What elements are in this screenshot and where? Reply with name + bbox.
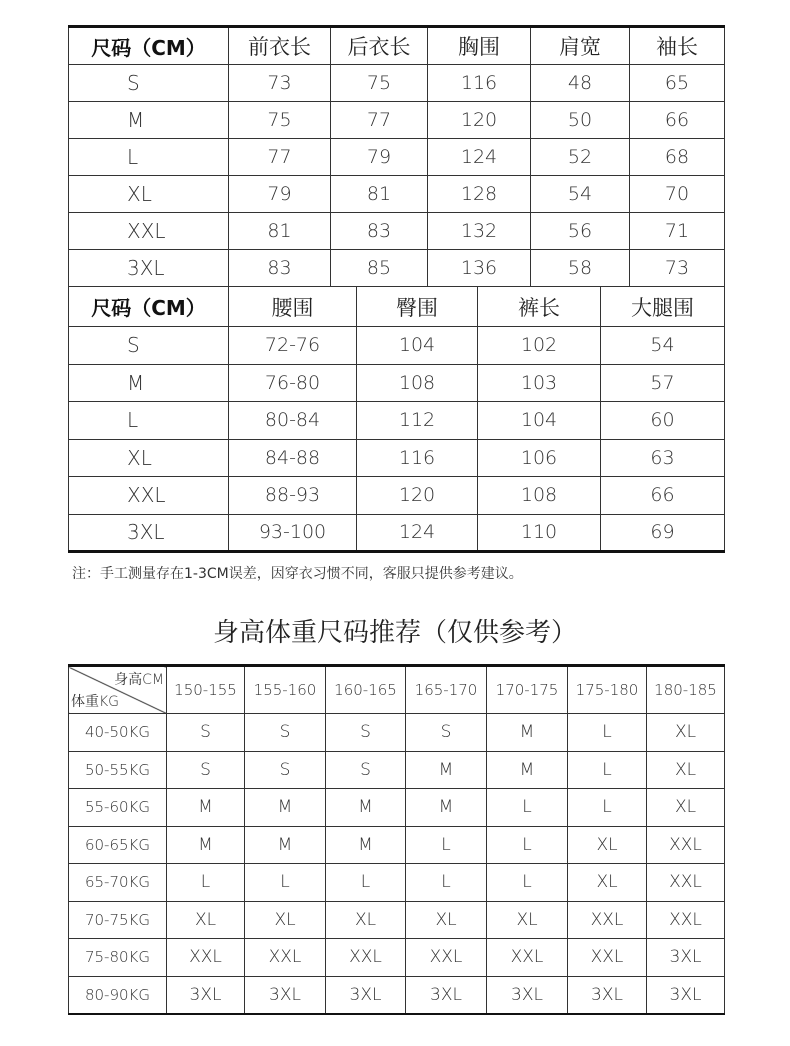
size-cell: M: [487, 751, 568, 789]
pants-size-table: [68, 286, 725, 553]
height-header: 175-180: [568, 666, 647, 714]
size-cell: L: [568, 789, 647, 827]
corner-header: [69, 666, 167, 714]
size-label: M: [69, 364, 229, 402]
table-cell: 73: [229, 65, 331, 102]
size-cell: S: [326, 751, 406, 789]
column-header: 大腿围: [601, 287, 725, 327]
column-header: 臀围: [357, 287, 478, 327]
height-header: 170-175: [487, 666, 568, 714]
table-row: [69, 976, 725, 1014]
size-cell: XL: [647, 751, 725, 789]
table-row: [69, 514, 725, 552]
size-cell: XXL: [487, 939, 568, 977]
table-row: [69, 139, 725, 176]
column-header: 后衣长: [331, 27, 428, 65]
size-cell: XL: [647, 714, 725, 752]
column-header: 尺码（CM）: [69, 27, 229, 65]
size-cell: M: [167, 826, 245, 864]
table-cell: 56: [531, 213, 630, 250]
size-label: M: [69, 102, 229, 139]
table-cell: 54: [601, 327, 725, 365]
table-cell: 57: [601, 364, 725, 402]
size-cell: XXL: [568, 939, 647, 977]
table-cell: 83: [331, 213, 428, 250]
table-cell: 81: [229, 213, 331, 250]
size-cell: L: [487, 864, 568, 902]
size-cell: 3XL: [568, 976, 647, 1014]
table-cell: 50: [531, 102, 630, 139]
weight-label: 60-65KG: [69, 826, 167, 864]
table-cell: 54: [531, 176, 630, 213]
table-cell: 124: [357, 514, 478, 552]
size-cell: L: [487, 789, 568, 827]
table-row: [69, 102, 725, 139]
size-cell: XL: [167, 901, 245, 939]
height-label: 身高CM: [114, 672, 164, 688]
size-label: L: [69, 402, 229, 440]
height-header: 180-185: [647, 666, 725, 714]
size-cell: XXL: [167, 939, 245, 977]
table-cell: 77: [331, 102, 428, 139]
height-header: 160-165: [326, 666, 406, 714]
table-cell: 104: [357, 327, 478, 365]
weight-label: 体重KG: [71, 694, 120, 710]
table-cell: 58: [531, 250, 630, 287]
size-cell: M: [326, 789, 406, 827]
height-header: 165-170: [406, 666, 487, 714]
size-cell: 3XL: [406, 976, 487, 1014]
measurement-note: 注：手工测量存在1-3CM误差，因穿衣习惯不同，客服只提供参考建议。: [72, 566, 523, 582]
table-row: [69, 477, 725, 515]
table-cell: 102: [478, 327, 601, 365]
size-cell: 3XL: [167, 976, 245, 1014]
size-label: S: [69, 327, 229, 365]
table-cell: 66: [630, 102, 725, 139]
size-cell: M: [245, 789, 326, 827]
table-row: [69, 714, 725, 752]
table-cell: 75: [331, 65, 428, 102]
table-cell: 81: [331, 176, 428, 213]
size-label: 3XL: [69, 250, 229, 287]
column-header: 裤长: [478, 287, 601, 327]
size-cell: 3XL: [647, 976, 725, 1014]
table-cell: 83: [229, 250, 331, 287]
table-cell: 112: [357, 402, 478, 440]
table-cell: 93-100: [229, 514, 357, 552]
table-cell: 60: [601, 402, 725, 440]
table-cell: 104: [478, 402, 601, 440]
table-cell: 116: [357, 439, 478, 477]
size-label: XL: [69, 176, 229, 213]
size-cell: XXL: [326, 939, 406, 977]
size-cell: XL: [568, 826, 647, 864]
column-header: 前衣长: [229, 27, 331, 65]
size-cell: L: [487, 826, 568, 864]
column-header: 尺码（CM）: [69, 287, 229, 327]
table-cell: 79: [331, 139, 428, 176]
table-row: [69, 250, 725, 287]
table-cell: 69: [601, 514, 725, 552]
size-cell: M: [406, 751, 487, 789]
size-cell: L: [245, 864, 326, 902]
size-cell: M: [406, 789, 487, 827]
table-cell: 103: [478, 364, 601, 402]
weight-label: 75-80KG: [69, 939, 167, 977]
weight-label: 65-70KG: [69, 864, 167, 902]
table-row: [69, 327, 725, 365]
size-cell: M: [487, 714, 568, 752]
height-header: 155-160: [245, 666, 326, 714]
size-cell: XXL: [245, 939, 326, 977]
table-cell: 88-93: [229, 477, 357, 515]
table-cell: 120: [428, 102, 531, 139]
table-cell: 128: [428, 176, 531, 213]
size-cell: 3XL: [487, 976, 568, 1014]
table-cell: 136: [428, 250, 531, 287]
recommend-table: [68, 664, 725, 1015]
table-cell: 72-76: [229, 327, 357, 365]
table-cell: 75: [229, 102, 331, 139]
header-row: [69, 27, 725, 65]
table-cell: 80-84: [229, 402, 357, 440]
size-cell: XXL: [647, 864, 725, 902]
table-cell: 108: [478, 477, 601, 515]
table-row: [69, 439, 725, 477]
table-cell: 76-80: [229, 364, 357, 402]
column-header: 胸围: [428, 27, 531, 65]
size-cell: XXL: [568, 901, 647, 939]
size-cell: 3XL: [647, 939, 725, 977]
table-cell: 85: [331, 250, 428, 287]
size-cell: M: [326, 826, 406, 864]
table-cell: 116: [428, 65, 531, 102]
table-row: [69, 751, 725, 789]
weight-label: 50-55KG: [69, 751, 167, 789]
table-cell: 71: [630, 213, 725, 250]
table-cell: 110: [478, 514, 601, 552]
weight-label: 55-60KG: [69, 789, 167, 827]
size-cell: S: [326, 714, 406, 752]
size-cell: XL: [647, 789, 725, 827]
size-cell: XXL: [406, 939, 487, 977]
size-cell: S: [167, 751, 245, 789]
table-cell: 106: [478, 439, 601, 477]
size-cell: XXL: [647, 826, 725, 864]
size-cell: L: [406, 826, 487, 864]
size-cell: 3XL: [326, 976, 406, 1014]
table-cell: 65: [630, 65, 725, 102]
table-row: [69, 939, 725, 977]
table-row: [69, 402, 725, 440]
table-cell: 108: [357, 364, 478, 402]
table-cell: 48: [531, 65, 630, 102]
size-cell: S: [245, 714, 326, 752]
size-cell: S: [406, 714, 487, 752]
size-cell: M: [167, 789, 245, 827]
table-cell: 77: [229, 139, 331, 176]
table-cell: 66: [601, 477, 725, 515]
column-header: 袖长: [630, 27, 725, 65]
table-row: [69, 826, 725, 864]
table-cell: 52: [531, 139, 630, 176]
table-cell: 63: [601, 439, 725, 477]
table-cell: 132: [428, 213, 531, 250]
header-row: [69, 666, 725, 714]
table-row: [69, 864, 725, 902]
recommend-title: 身高体重尺码推荐（仅供参考）: [212, 618, 577, 648]
weight-label: 70-75KG: [69, 901, 167, 939]
size-label: XXL: [69, 213, 229, 250]
size-label: S: [69, 65, 229, 102]
column-header: 腰围: [229, 287, 357, 327]
weight-label: 40-50KG: [69, 714, 167, 752]
weight-label: 80-90KG: [69, 976, 167, 1014]
table-cell: 124: [428, 139, 531, 176]
size-cell: S: [245, 751, 326, 789]
table-cell: 73: [630, 250, 725, 287]
size-label: XXL: [69, 477, 229, 515]
table-cell: 79: [229, 176, 331, 213]
size-cell: XL: [245, 901, 326, 939]
size-label: L: [69, 139, 229, 176]
size-cell: XL: [326, 901, 406, 939]
table-row: [69, 65, 725, 102]
size-cell: XL: [406, 901, 487, 939]
table-cell: 68: [630, 139, 725, 176]
table-row: [69, 364, 725, 402]
size-cell: M: [245, 826, 326, 864]
size-label: XL: [69, 439, 229, 477]
table-cell: 120: [357, 477, 478, 515]
size-cell: XXL: [647, 901, 725, 939]
size-cell: L: [167, 864, 245, 902]
table-row: [69, 901, 725, 939]
size-cell: S: [167, 714, 245, 752]
size-cell: 3XL: [245, 976, 326, 1014]
size-cell: L: [568, 751, 647, 789]
table-row: [69, 176, 725, 213]
header-row: [69, 287, 725, 327]
size-cell: XL: [487, 901, 568, 939]
size-cell: L: [406, 864, 487, 902]
height-header: 150-155: [167, 666, 245, 714]
top-size-table: [68, 25, 725, 287]
column-header: 肩宽: [531, 27, 630, 65]
size-cell: L: [326, 864, 406, 902]
table-row: [69, 789, 725, 827]
size-cell: XL: [568, 864, 647, 902]
table-cell: 70: [630, 176, 725, 213]
size-label: 3XL: [69, 514, 229, 552]
size-cell: L: [568, 714, 647, 752]
table-row: [69, 213, 725, 250]
table-cell: 84-88: [229, 439, 357, 477]
